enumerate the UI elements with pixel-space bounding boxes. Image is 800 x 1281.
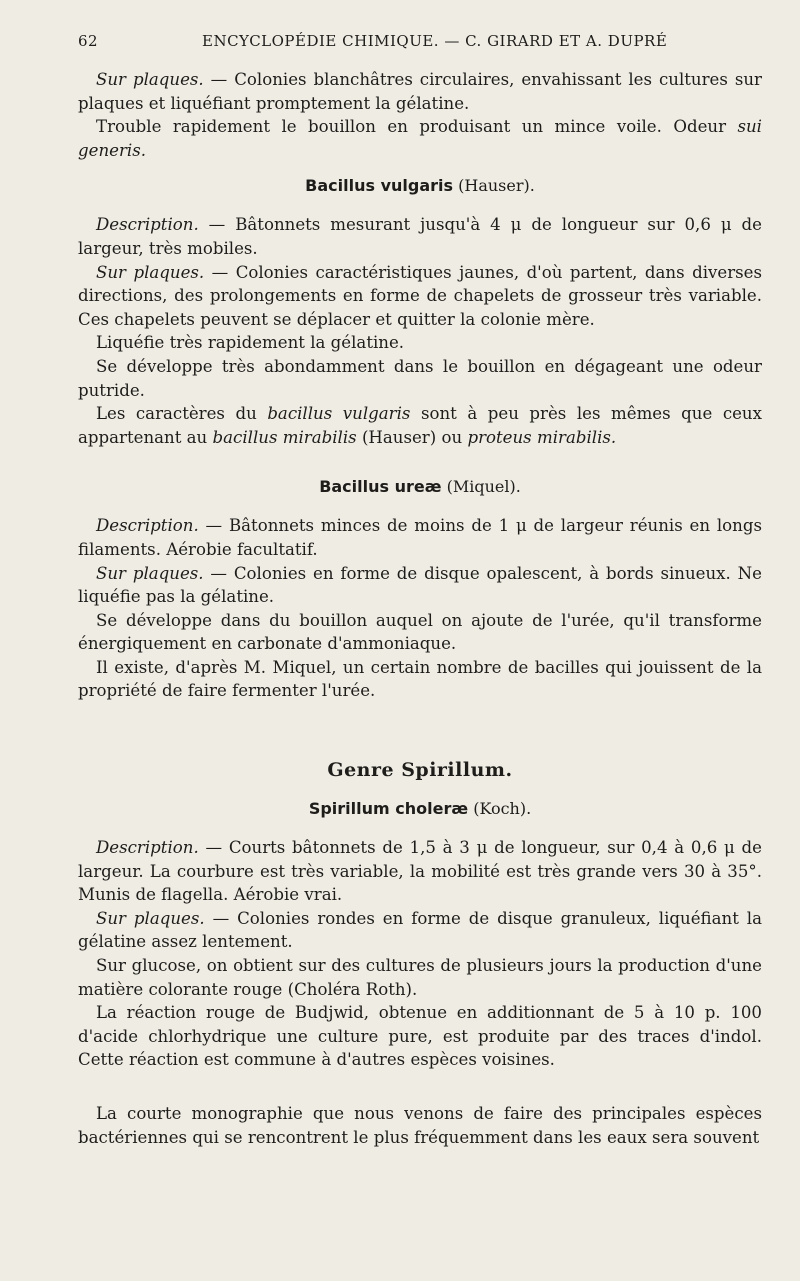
species-name: Spirillum choleræ xyxy=(308,799,469,819)
genus-heading: Genre Spirillum. xyxy=(327,759,513,782)
paragraph xyxy=(78,514,762,561)
paragraph-lead: Sur plaques. xyxy=(96,70,204,89)
species-author: (Hauser). xyxy=(453,176,535,196)
paragraph xyxy=(78,562,762,609)
paragraph-lead: Sur plaques. xyxy=(96,563,204,583)
paragraph xyxy=(78,115,762,162)
paragraph: Il existe, d'après M. Miquel, un certain nombre de bacilles qui jouissent de la propriété de faire fermenter l'urée. xyxy=(78,657,762,701)
paragraph xyxy=(78,836,762,907)
paragraph-italic: sui generis. xyxy=(78,117,762,160)
paragraph: Liquéfie très rapidement la gélatine. xyxy=(96,333,405,353)
paragraph xyxy=(78,213,762,260)
italic-text: proteus mirabilis. xyxy=(467,427,617,447)
paragraph-lead: Description. xyxy=(96,215,199,235)
paragraph: Se développe très abondamment dans le bouillon en dégageant une odeur putride. xyxy=(78,356,762,400)
paragraph: Sur glucose, on obtient sur des cultures de plusieurs jours la production d'une matière colorante rouge (Choléra Roth). xyxy=(78,956,762,999)
paragraph xyxy=(78,402,762,449)
paragraph-text: — Bâtonnets mesurant jusqu'à 4 μ de longueur sur 0,6 μ de largeur, très mobiles. xyxy=(78,215,762,258)
text: Les caractères du xyxy=(96,404,268,424)
text: sont à peu près les mêmes que ceux appartenant au xyxy=(78,404,762,447)
paragraph-text: Trouble rapidement le bouillon en produisant un mince voile. Odeur xyxy=(96,117,738,137)
paragraph-text: — Colonies blanchâtres circulaires, envahissant les cultures sur plaques et liquéfiant promptement la gélatine. xyxy=(78,70,762,113)
paragraph-lead: Description. xyxy=(96,838,199,858)
species-name: Bacillus vulgaris xyxy=(305,176,454,196)
species-author: (Miquel). xyxy=(441,477,521,497)
paragraph-text: — Colonies caractéristiques jaunes, d'où partent, dans diverses directions, des prolongements en forme de chapelets de grosseur très variable. Ces chapelets peuvent se déplacer et quitter la colonie mère. xyxy=(78,262,762,329)
paragraph-text: — Courts bâtonnets de 1,5 à 3 μ de longueur, sur 0,4 à 0,6 μ de largeur. La courbure est très variable, la mobilité est très grande vers 30 à 35°. Munis de flagella. Aérobie vrai. xyxy=(78,838,762,905)
paragraph-text: — Bâtonnets minces de moins de 1 μ de largeur réunis en longs filaments. Aérobie facultatif. xyxy=(78,516,762,559)
paragraph: Se développe dans du bouillon auquel on ajoute de l'urée, qu'il transforme énergiquement en carbonate d'ammoniaque. xyxy=(78,610,762,654)
section-heading-ureae xyxy=(78,477,762,496)
text: (Hauser) ou xyxy=(356,427,468,447)
paragraph xyxy=(78,907,762,954)
running-title: ENCYCLOPÉDIE CHIMIQUE. — C. GIRARD ET A. DUPRÉ xyxy=(202,32,668,50)
italic-text: bacillus vulgaris xyxy=(267,404,411,424)
paragraph xyxy=(78,68,762,115)
paragraph-text: — Colonies en forme de disque opalescent, à bords sinueux. Ne liquéfie pas la gélatine. xyxy=(78,563,762,607)
paragraph: La réaction rouge de Budjwid, obtenue en additionnant de 5 à 10 p. 100 d'acide chlorhydrique une culture pure, est produite par des traces d'indol. Cette réaction est commune à d'autres espèces voisines. xyxy=(78,1003,762,1070)
paragraph-text: — Colonies rondes en forme de disque granuleux, liquéfiant la gélatine assez lentement. xyxy=(78,908,762,952)
species-author: (Koch). xyxy=(468,799,532,819)
paragraph-lead: Sur plaques. xyxy=(96,908,205,928)
section-heading-vulgaris xyxy=(78,176,762,195)
paragraph xyxy=(78,261,762,332)
italic-text: bacillus mirabilis xyxy=(212,427,357,447)
page-number: 62 xyxy=(78,32,99,50)
paragraph-lead: Description. xyxy=(96,516,199,536)
closing-paragraph: La courte monographie que nous venons de faire des principales espèces bactériennes qui se rencontrent le plus fréquemment dans les eaux sera souvent xyxy=(78,1104,762,1147)
species-name: Bacillus ureæ xyxy=(319,477,442,497)
section-heading-cholerae xyxy=(78,799,762,818)
spacer xyxy=(78,1072,762,1102)
running-header xyxy=(78,32,762,56)
paragraph-lead: Sur plaques. xyxy=(96,262,205,282)
